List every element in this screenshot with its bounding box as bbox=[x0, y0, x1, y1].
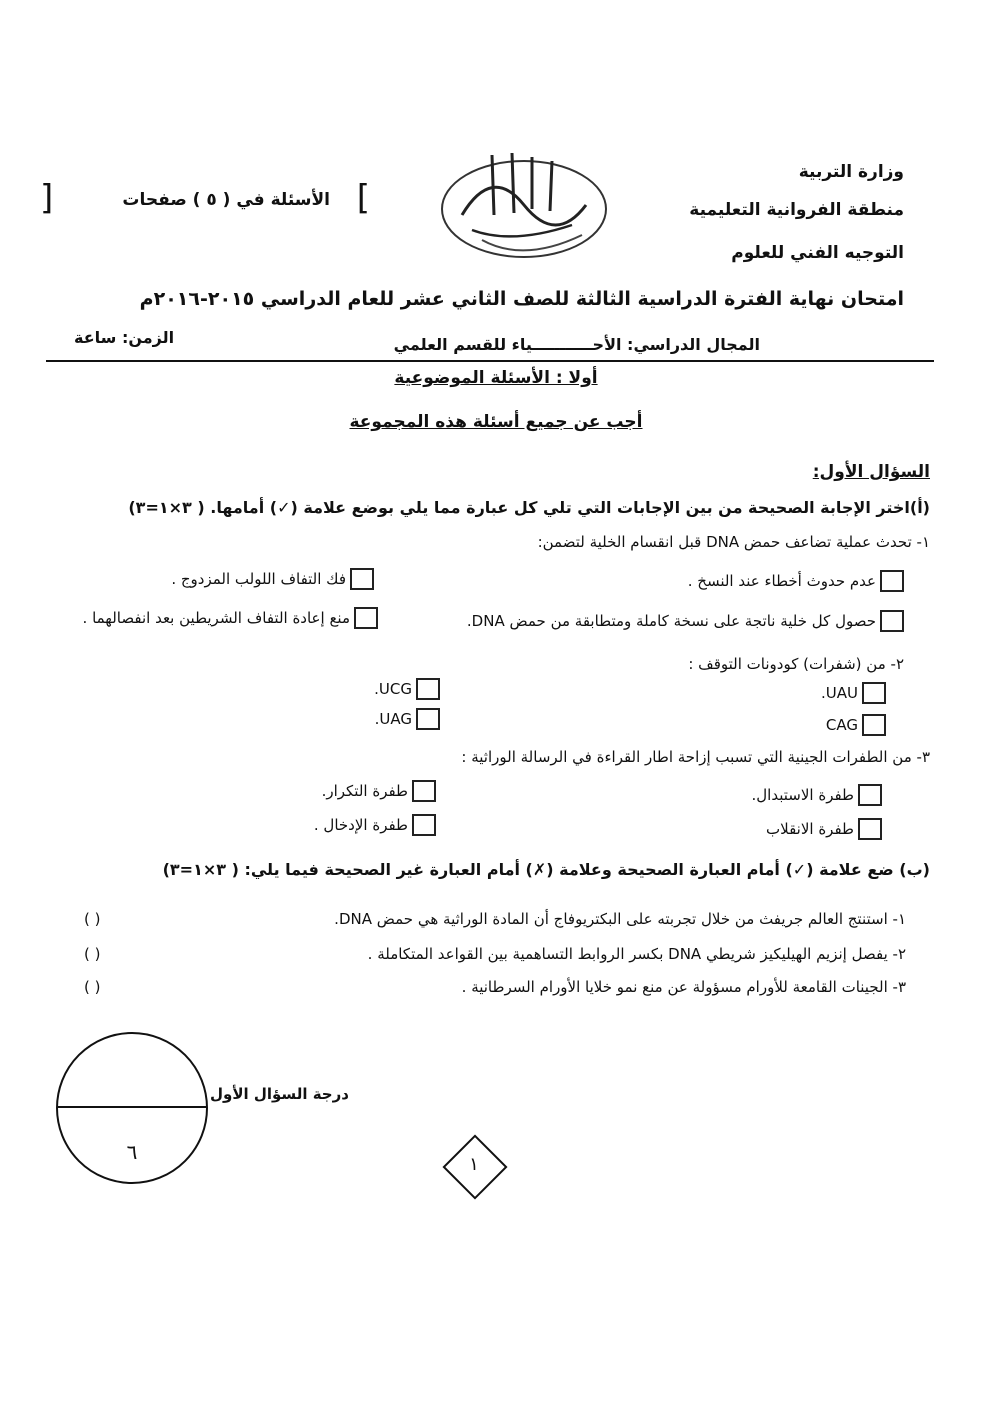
q1-a-item2-option2[interactable]: UCG. bbox=[374, 678, 440, 700]
q1-a-item1-stem: ١- تحدث عملية تضاعف حمض DNA قبل انقسام الخلية لتضمن: bbox=[537, 533, 930, 551]
q1-a-item2-option1[interactable]: UAU. bbox=[821, 682, 886, 704]
page-number-badge bbox=[442, 1134, 506, 1198]
bracket-right: ] bbox=[356, 178, 370, 218]
page-number: ١ bbox=[469, 1154, 479, 1175]
q1-b-item3: ٣- الجينات القامعة للأورام مسؤولة عن منع نمو خلايا الأورام السرطانية . bbox=[461, 978, 906, 996]
q1-score-label: درجة السؤال الأول bbox=[210, 1085, 349, 1103]
q1-a-item2-option4[interactable]: UAG. bbox=[375, 708, 440, 730]
section-instruction: أجب عن جميع أسئلة هذه المجموعة bbox=[349, 412, 643, 432]
q1-score-circle bbox=[56, 1032, 208, 1184]
q1-part-a-instruction: (أ)اختر الإجابة الصحيحة من بين الإجابات التي تلي كل عبارة مما يلي بوضع علامة (✓) أمامها. ( ٣×١=٣) bbox=[128, 498, 930, 517]
q1-title: السؤال الأول: bbox=[812, 462, 930, 482]
pages-count: الأسئلة في ( ٥ ) صفحات bbox=[122, 190, 330, 210]
q1-a-item1-option1[interactable]: عدم حدوث أخطاء عند النسخ . bbox=[688, 570, 904, 592]
bracket-left: [ bbox=[40, 178, 54, 218]
checkbox[interactable] bbox=[858, 818, 882, 840]
checkbox[interactable] bbox=[880, 610, 904, 632]
district-name: منطقة الفروانية التعليمية bbox=[689, 200, 904, 220]
q1-a-item1-option3[interactable]: حصول كل خلية ناتجة على نسخة كاملة ومتطابقة من حمض DNA. bbox=[467, 610, 904, 632]
pages-note bbox=[40, 178, 370, 228]
checkbox[interactable] bbox=[354, 607, 378, 629]
basmala-emblem bbox=[432, 145, 616, 263]
checkbox[interactable] bbox=[880, 570, 904, 592]
checkbox[interactable] bbox=[862, 682, 886, 704]
checkbox[interactable] bbox=[416, 708, 440, 730]
q1-part-b-instruction: (ب) ضع علامة (✓) أمام العبارة الصحيحة وعلامة (✗) أمام العبارة غير الصحيحة فيما يلي: ( ٣×١=٣) bbox=[162, 860, 930, 879]
department-name: التوجيه الفني للعلوم bbox=[731, 243, 904, 263]
exam-title: امتحان نهاية الفترة الدراسية الثالثة للصف الثاني عشر للعام الدراسي ٢٠١٥-٢٠١٦م bbox=[139, 288, 904, 310]
study-field: المجال الدراسي: الأحـــــــــــياء للقسم العلمي bbox=[393, 335, 760, 354]
basmala-calligraphy-icon bbox=[432, 145, 616, 263]
ministry-name: وزارة التربية bbox=[798, 162, 904, 182]
q1-a-item3-stem: ٣- من الطفرات الجينية التي تسبب إزاحة اطار القراءة في الرسالة الوراثية : bbox=[461, 748, 930, 766]
checkbox[interactable] bbox=[412, 814, 436, 836]
q1-b-item1: ١- استنتج العالم جريفث من خلال تجربته على البكتريوفاج أن المادة الوراثية هي حمض DNA. bbox=[334, 910, 906, 928]
q1-b-item1-answer[interactable]: ( ) bbox=[84, 910, 101, 928]
q1-a-item2-option3[interactable]: CAG bbox=[826, 714, 886, 736]
q1-a-item3-option2[interactable]: طفرة التكرار. bbox=[322, 780, 436, 802]
q1-a-item1-option4[interactable]: منع إعادة التفاف الشريطين بعد انفصالهما . bbox=[83, 607, 378, 629]
q1-b-item2-answer[interactable]: ( ) bbox=[84, 945, 101, 963]
q1-max-score: ٦ bbox=[126, 1140, 138, 1164]
q1-a-item3-option1[interactable]: طفرة الاستبدال. bbox=[752, 784, 882, 806]
exam-time: الزمن: ساعة bbox=[74, 328, 175, 347]
checkbox[interactable] bbox=[858, 784, 882, 806]
q1-a-item2-stem: ٢- من (شفرات) كودونات التوقف : bbox=[688, 655, 904, 673]
checkbox[interactable] bbox=[416, 678, 440, 700]
q1-b-item3-answer[interactable]: ( ) bbox=[84, 978, 101, 996]
q1-a-item1-option2[interactable]: فك التفاف اللولب المزدوج . bbox=[171, 568, 374, 590]
q1-a-item3-option4[interactable]: طفرة الإدخال . bbox=[314, 814, 436, 836]
q1-a-item3-option3[interactable]: طفرة الانقلاب bbox=[766, 818, 882, 840]
section-title: أولا : الأسئلة الموضوعية bbox=[394, 368, 598, 388]
score-divider bbox=[58, 1106, 206, 1108]
header-divider bbox=[46, 360, 934, 362]
checkbox[interactable] bbox=[412, 780, 436, 802]
q1-b-item2: ٢- يفصل إنزيم الهيليكيز شريطي DNA بكسر الروابط التساهمية بين القواعد المتكاملة . bbox=[367, 945, 906, 963]
checkbox[interactable] bbox=[350, 568, 374, 590]
checkbox[interactable] bbox=[862, 714, 886, 736]
